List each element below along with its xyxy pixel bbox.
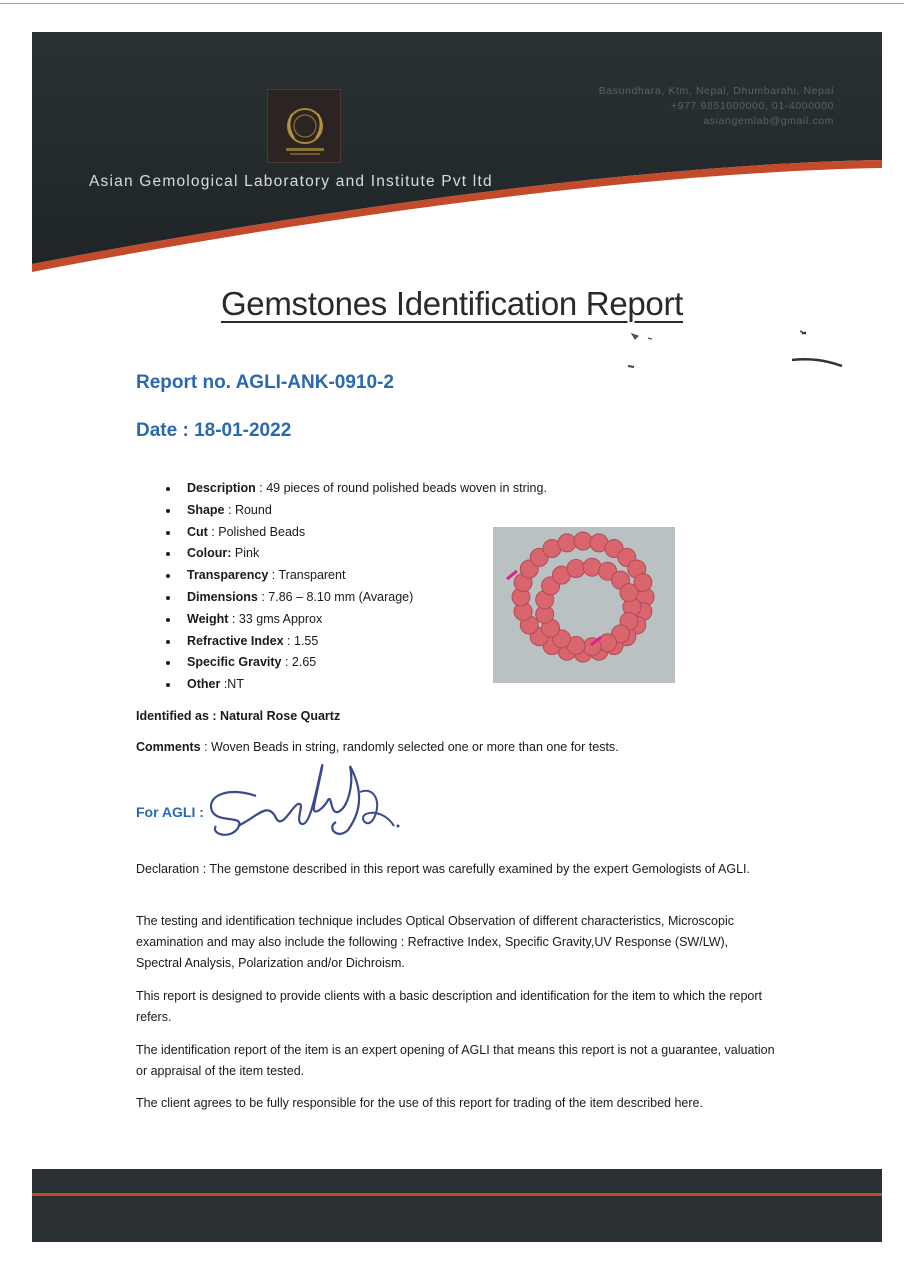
spec-item-colour: Colour: Pink [166, 543, 547, 565]
scan-specks [0, 0, 904, 400]
spec-item-dimensions: Dimensions : 7.86 – 8.10 mm (Avarage) [166, 587, 547, 609]
bead [620, 584, 638, 602]
contact-address: Basundhara, Ktm, Nepal, Dhumbarahi, Nepal [598, 85, 834, 97]
spec-item-specific-gravity: Specific Gravity : 2.65 [166, 652, 547, 674]
bead [558, 534, 576, 552]
report-title: Gemstones Identification Report [220, 285, 684, 322]
bead [574, 532, 592, 550]
contact-phone: +977 9851000000, 01-4000000 [670, 100, 834, 112]
spec-item-description: Description : 49 pieces of round polished beads woven in string. [166, 478, 547, 500]
responsibility-paragraph: The client agrees to be fully responsible for the use of this report for trading of the item described here. [136, 1096, 703, 1110]
purpose-paragraph: This report is designed to provide clients with a basic description and identification for the item to which the report refers. [136, 989, 763, 1024]
declaration-paragraph: Declaration : The gemstone described in this report was carefully examined by the expert Gemologists of AGLI. [136, 862, 750, 876]
report-number: Report no. AGLI-ANK-0910-2 [136, 372, 394, 393]
spec-item-cut: Cut : Polished Beads [166, 522, 547, 544]
spec-list [166, 478, 547, 696]
spec-item-other: Other :NT [166, 674, 547, 696]
footer-banner [32, 1169, 882, 1242]
gemstone-photo [493, 527, 675, 683]
bead [567, 560, 585, 578]
spec-item-weight: Weight : 33 gms Approx [166, 609, 547, 631]
contact-email: asiangemlab@gmail.com [703, 115, 834, 127]
handwritten-signature [198, 756, 418, 846]
spec-item-shape: Shape : Round [166, 500, 547, 522]
spec-item-transparency: Transparency : Transparent [166, 565, 547, 587]
comments: Comments : Woven Beads in string, randomly selected one or more than one for tests. [136, 740, 619, 754]
spec-item-refractive-index: Refractive Index : 1.55 [166, 631, 547, 653]
signoff-label: For AGLI : [136, 804, 204, 820]
footer-accent-line [32, 1193, 882, 1196]
technique-paragraph: The testing and identification technique includes Optical Observation of different characteristics, Microscopic examination and may also include the following : Refractive Index, Specific Gravity,UV Response (SW/LW), Spectral Analysis, Polarization and/or Dichroism. [136, 914, 734, 970]
company-name: Asian Gemological Laboratory and Institute Pvt ltd [89, 173, 493, 190]
opinion-paragraph: The identification report of the item is an expert opening of AGLI that means this report is not a guarantee, valuation or appraisal of the item tested. [136, 1043, 775, 1078]
identified-as: Identified as : Natural Rose Quartz [136, 709, 341, 723]
report-date: Date : 18-01-2022 [136, 420, 292, 441]
